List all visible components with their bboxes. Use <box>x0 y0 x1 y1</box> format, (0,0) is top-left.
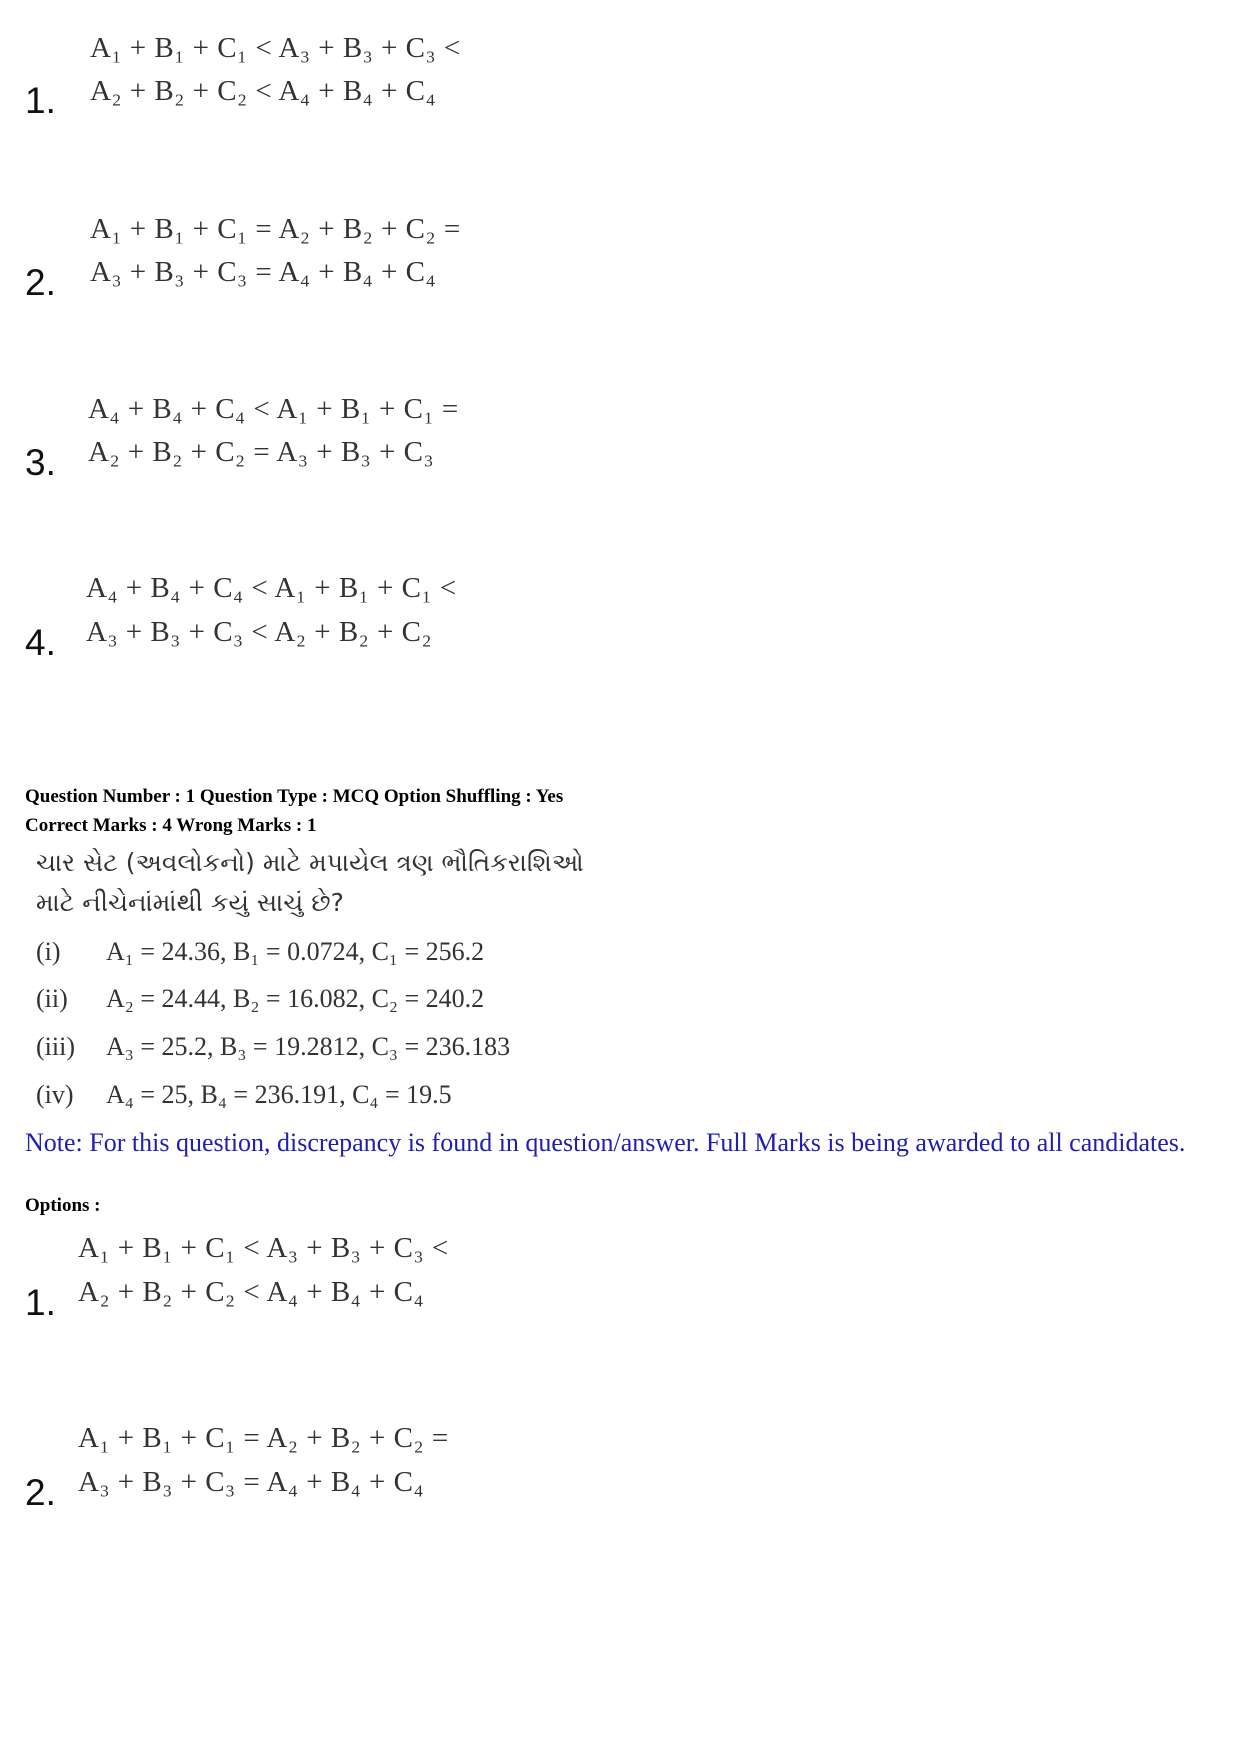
question-meta: Question Number : 1 Question Type : MCQ Option Shuffling : Yes <box>25 786 564 807</box>
question-text-line2: માટે નીચેનાંમાંથી કયું સાચું છે? <box>36 888 344 917</box>
marks-meta: Correct Marks : 4 Wrong Marks : 1 <box>25 815 317 836</box>
option-expression-line2: A₃ + B₃ + C₃ = A₄ + B₄ + C₄ <box>90 256 437 288</box>
row-label: (ii) <box>36 984 68 1013</box>
data-row-ii <box>36 984 484 1014</box>
option-expression-line1: A₁ + B₁ + C₁ = A₂ + B₂ + C₂ = <box>90 213 461 245</box>
row-label: (i) <box>36 937 61 966</box>
option-expression-line1: A₄ + B₄ + C₄ < A₁ + B₁ + C₁ < <box>86 572 457 604</box>
option-expression-line1: A₁ + B₁ + C₁ = A₂ + B₂ + C₂ = <box>78 1422 449 1454</box>
option-expression-line1: A₄ + B₄ + C₄ < A₁ + B₁ + C₁ = <box>88 393 459 425</box>
option-number: 1. <box>25 80 56 121</box>
option-number: 2. <box>25 1472 56 1513</box>
option-number: 3. <box>25 442 56 483</box>
option-expression-line2: A₃ + B₃ + C₃ < A₂ + B₂ + C₂ <box>86 616 433 648</box>
row-value: A₁ = 24.36, B₁ = 0.0724, C₁ = 256.2 <box>106 937 485 966</box>
options-label: Options : <box>25 1195 101 1216</box>
option-expression-line2: A₂ + B₂ + C₂ = A₃ + B₃ + C₃ <box>88 436 435 468</box>
option-expression-line2: A₃ + B₃ + C₃ = A₄ + B₄ + C₄ <box>78 1466 425 1498</box>
option-expression-line2: A₂ + B₂ + C₂ < A₄ + B₄ + C₄ <box>78 1276 425 1308</box>
option-expression-line1: A₁ + B₁ + C₁ < A₃ + B₃ + C₃ < <box>78 1232 449 1264</box>
row-value: A₄ = 25, B₄ = 236.191, C₄ = 19.5 <box>106 1080 452 1109</box>
discrepancy-note: Note: For this question, discrepancy is found in question/answer. Full Marks is being awarded to all candidates. <box>25 1128 1186 1157</box>
option-expression-line1: A₁ + B₁ + C₁ < A₃ + B₃ + C₃ < <box>90 32 461 64</box>
data-row-iv <box>36 1080 452 1110</box>
row-value: A₂ = 24.44, B₂ = 16.082, C₂ = 240.2 <box>106 984 485 1013</box>
option-expression-line2: A₂ + B₂ + C₂ < A₄ + B₄ + C₄ <box>90 75 437 107</box>
data-row-iii <box>36 1032 510 1062</box>
option-number: 4. <box>25 622 56 663</box>
option-number: 1. <box>25 1282 56 1323</box>
row-value: A₃ = 25.2, B₃ = 19.2812, C₃ = 236.183 <box>106 1032 511 1061</box>
data-row-i <box>36 937 484 967</box>
row-label: (iii) <box>36 1032 75 1061</box>
option-number: 2. <box>25 262 56 303</box>
row-label: (iv) <box>36 1080 74 1109</box>
question-text-line1: ચાર સેટ (અવલોકનો) માટે મપાયેલ ત્રણ ભૌતિકરાશિઓ <box>36 848 584 877</box>
